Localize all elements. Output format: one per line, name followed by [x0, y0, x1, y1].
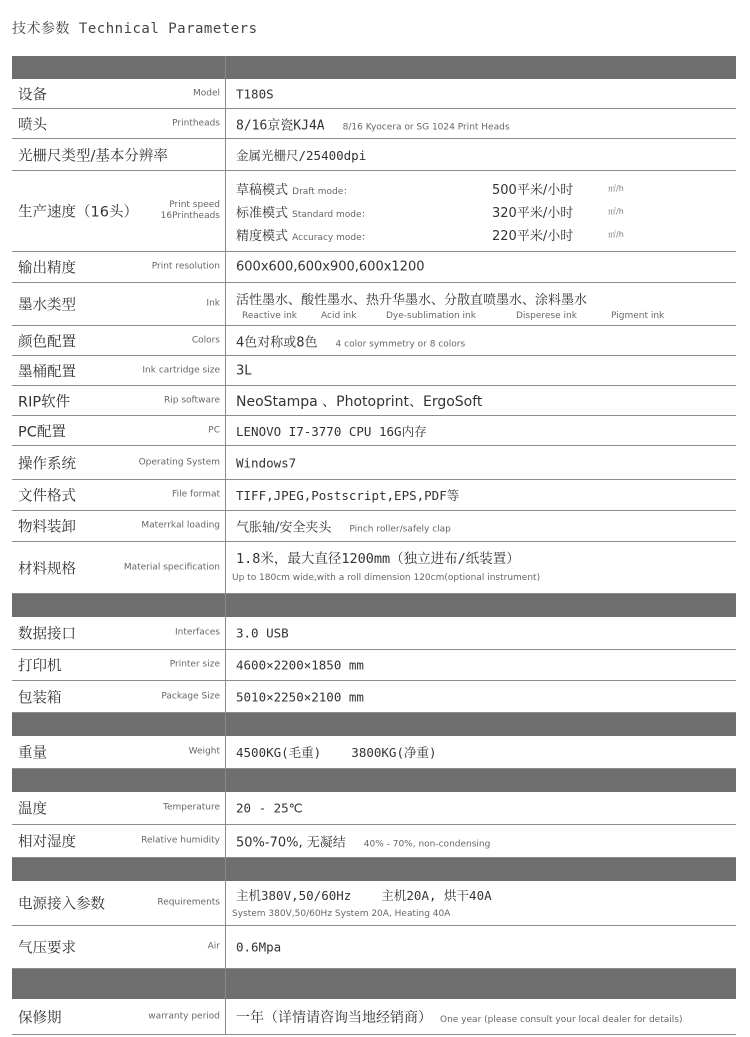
value: 3L — [236, 363, 252, 378]
label-en: Weight — [188, 746, 220, 757]
label-cn: 墨桶配置 — [18, 364, 76, 380]
section-header-bar — [12, 713, 736, 736]
section-header-bar — [12, 858, 736, 881]
value: Windows7 — [236, 455, 297, 470]
value: 600x600,600x900,600x1200 — [236, 259, 425, 275]
ink-type-en: Acid ink — [321, 311, 357, 321]
row-power — [12, 881, 736, 926]
ink-type-en: Disperese ink — [516, 311, 577, 321]
row-resolution — [12, 252, 736, 283]
value — [236, 1007, 682, 1027]
section-header-bar — [12, 56, 736, 79]
label-cn: PC配置 — [18, 424, 66, 440]
label-en: Package Size — [161, 690, 220, 701]
mode-en: Accuracy mode — [292, 233, 362, 243]
label-en: PC — [208, 424, 220, 435]
row-model — [12, 79, 736, 109]
label-en: Model — [192, 87, 220, 98]
label-en: File format — [172, 489, 220, 500]
label-cn: 保修期 — [18, 1010, 62, 1026]
label-en: Material specification — [123, 561, 220, 572]
label-cn: 相对湿度 — [18, 834, 76, 851]
page-title: 技术参数 Technical Parameters — [12, 21, 258, 37]
value: 4500KG(毛重) 3800KG(净重) — [236, 745, 437, 760]
speed-mode-standard — [236, 202, 371, 221]
spec-table — [12, 56, 736, 1035]
section-header-bar — [12, 769, 736, 792]
label-en: Temperature — [162, 802, 220, 813]
row-os — [12, 446, 736, 480]
speed-mode-accuracy — [236, 225, 371, 244]
label-en: Ink cartridge size — [142, 364, 220, 375]
row-interfaces — [12, 617, 736, 650]
row-ink — [12, 283, 736, 326]
label-cn: 墨水类型 — [18, 297, 76, 314]
ink-type-en: Pigment ink — [611, 311, 665, 321]
label-cn: 操作系统 — [18, 456, 76, 472]
label-en: Requirements — [157, 897, 220, 908]
label-cn: 温度 — [18, 801, 47, 818]
label-cn: 包装箱 — [18, 690, 62, 706]
row-temperature — [12, 792, 736, 825]
section-header-bar — [12, 969, 736, 999]
label-cn: 重量 — [18, 745, 47, 762]
value: 20 - 25℃ — [236, 800, 303, 816]
value-note: One year (please consult your local dealer for details) — [440, 1014, 683, 1025]
row-printheads — [12, 109, 736, 139]
row-speed — [12, 171, 736, 252]
row-format — [12, 480, 736, 511]
mode-cn: 精度模式 — [236, 229, 289, 244]
value — [236, 517, 451, 536]
section-header-bar — [12, 594, 736, 617]
label-en: Relative humidity — [141, 835, 220, 846]
mode-colon: ： — [361, 233, 371, 243]
row-colors — [12, 326, 736, 356]
mode-cn: 标准模式 — [236, 206, 289, 221]
value: 3.0 USB — [236, 625, 289, 641]
value-sub: Up to 180cm wide,with a roll dimension 120cm(optional instrument) — [232, 573, 541, 583]
label-cn: 颜色配置 — [18, 334, 76, 350]
label-cn: 电源接入参数 — [18, 896, 105, 913]
label-cn: 输出精度 — [18, 260, 76, 277]
speed-unit: ㎡/h — [608, 230, 624, 239]
row-rip — [12, 386, 736, 416]
row-loading — [12, 511, 736, 542]
label-en: Printer size — [169, 659, 220, 670]
label-en — [161, 200, 220, 223]
label-cn: 打印机 — [18, 658, 62, 675]
label-cn: 设备 — [18, 87, 47, 103]
row-air — [12, 926, 736, 969]
mode-en: Draft mode — [292, 187, 344, 197]
label-cn: 数据接口 — [18, 626, 76, 643]
label-en: warranty period — [148, 1010, 220, 1021]
row-printer-size — [12, 650, 736, 681]
label-en: Operating System — [138, 456, 220, 467]
row-warranty — [12, 999, 736, 1035]
value — [236, 832, 490, 851]
speed-value: 220平米/小时 — [492, 229, 574, 244]
label-en: Colors — [191, 334, 220, 345]
label-en: Air — [207, 941, 220, 952]
label-cn: 生产速度（16头） — [18, 204, 138, 221]
value-main: 一年（详情请咨询当地经销商） — [236, 1009, 432, 1026]
label-en: Print resolution — [151, 261, 220, 272]
label-en: Rip software — [164, 394, 220, 405]
value: 主机380V,50/60Hz 主机20A, 烘干40A — [236, 888, 492, 903]
value — [236, 331, 465, 350]
speed-value: 320平米/小时 — [492, 206, 574, 221]
row-raster — [12, 139, 736, 171]
label-en: Printheads — [172, 117, 220, 128]
speed-unit: ㎡/h — [608, 207, 624, 216]
row-material — [12, 542, 736, 594]
ink-types-cn: 活性墨水、酸性墨水、热升华墨水、分散直喷墨水、涂料墨水 — [236, 293, 588, 308]
value: 1.8米，最大直径1200mm（独立进布/纸装置） — [236, 551, 520, 567]
row-weight — [12, 736, 736, 769]
mode-colon: ： — [361, 210, 371, 220]
label-en-2: 16Printheads — [160, 211, 220, 221]
ink-type-en: Dye-sublimation ink — [386, 311, 476, 321]
label-en-1: Print speed — [169, 199, 220, 210]
label-cn: 文件格式 — [18, 488, 76, 505]
value: 4600×2200×1850 mm — [236, 657, 364, 673]
value: 0.6Mpa — [236, 939, 282, 955]
value — [236, 114, 510, 133]
ink-type-en: Reactive ink — [242, 311, 298, 321]
mode-colon: ： — [343, 187, 353, 197]
value: NeoStampa 、Photoprint、ErgoSoft — [236, 393, 483, 410]
value-note: 8/16 Kyocera or SG 1024 Print Heads — [342, 122, 510, 132]
row-cartridge — [12, 356, 736, 386]
speed-mode-draft — [236, 179, 352, 198]
value-main: 气胀轴/安全夹头 — [236, 520, 332, 536]
label-cn: 光栅尺类型/基本分辨率 — [18, 148, 168, 164]
value-note: Pinch roller/safely clap — [349, 524, 451, 535]
label-cn: RIP软件 — [18, 394, 71, 410]
label-cn: 物料装卸 — [18, 519, 76, 536]
value: 金属光栅尺/25400dpi — [236, 147, 367, 163]
label-en: Interfaces — [175, 627, 220, 638]
row-humidity — [12, 825, 736, 858]
mode-cn: 草稿模式 — [236, 183, 289, 198]
value-sub: System 380V,50/60Hz System 20A, Heating 40A — [232, 909, 451, 919]
row-package-size — [12, 681, 736, 713]
label-en: Materrkal loading — [141, 520, 220, 531]
value: T180S — [236, 86, 274, 101]
value-main: 4色对称或8色 — [236, 335, 318, 350]
value: TIFF,JPEG,Postscript,EPS,PDF等 — [236, 488, 460, 503]
speed-value: 500平米/小时 — [492, 183, 574, 198]
label-cn: 气压要求 — [18, 940, 76, 957]
value-main: 8/16京瓷KJ4A — [236, 118, 325, 133]
label-cn: 材料规格 — [18, 561, 76, 577]
row-pc — [12, 416, 736, 446]
label-cn: 喷头 — [18, 117, 47, 133]
value: 5010×2250×2100 mm — [236, 689, 364, 704]
value-main: 50%-70%, 无凝结 — [236, 835, 346, 851]
value-note: 4 color symmetry or 8 colors — [335, 339, 466, 349]
mode-en: Standard mode — [292, 210, 362, 220]
speed-unit: ㎡/h — [608, 184, 624, 193]
value: LENOVO I7-3770 CPU 16G内存 — [236, 423, 427, 439]
value-note: 40% - 70%, non-condensing — [363, 839, 491, 850]
label-en: Ink — [206, 298, 220, 309]
